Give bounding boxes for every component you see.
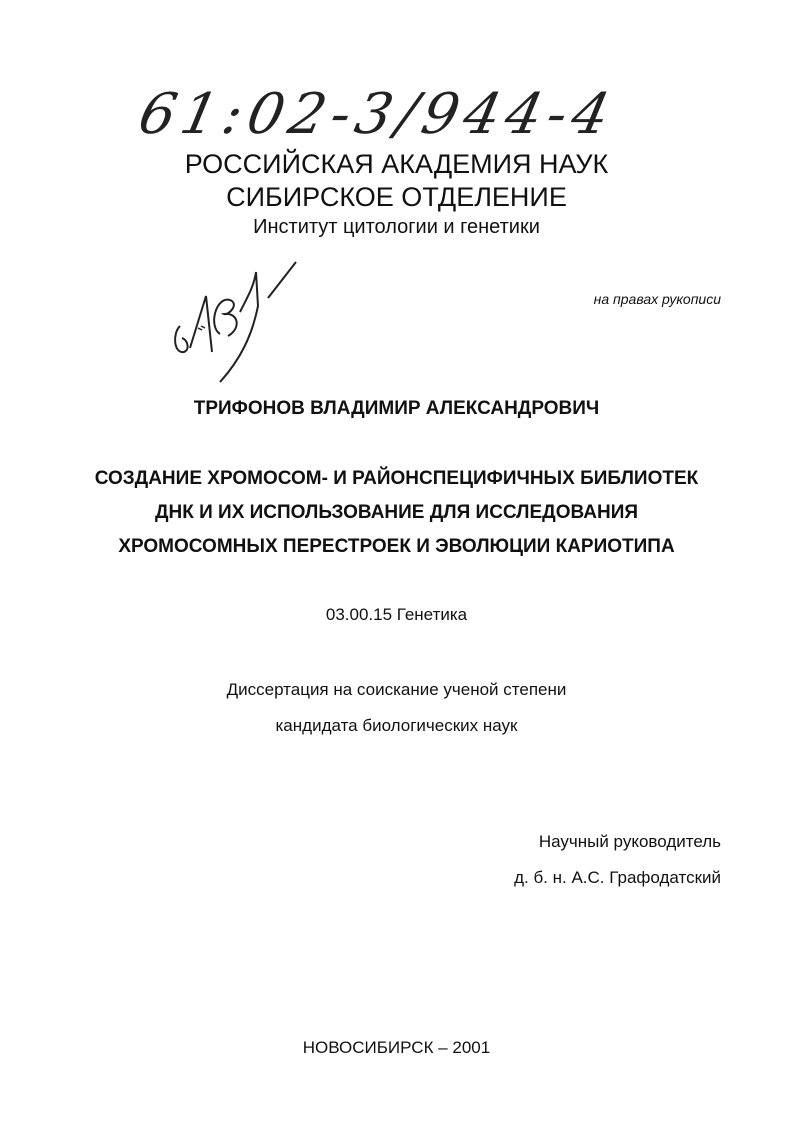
- city-year: НОВОСИБИРСК – 2001: [302, 1038, 491, 1057]
- degree-line-2: кандидата биологических наук: [275, 716, 518, 735]
- degree-line-1: Диссертация на соискание ученой степени: [226, 680, 567, 699]
- handwritten-archive-code: 61:02-3/944-4: [133, 82, 622, 147]
- supervisor-label: Научный руководитель: [538, 832, 721, 851]
- author-name: ТРИФОНОВ ВЛАДИМИР АЛЕКСАНДРОВИЧ: [193, 398, 600, 419]
- title-line: СОЗДАНИЕ ХРОМОСОМ- И РАЙОНСПЕЦИФИЧНЫХ БИБЛИОТЕК: [94, 468, 699, 489]
- academy-name: РОССИЙСКАЯ АКАДЕМИЯ НАУК: [184, 149, 609, 179]
- signature-icon: [168, 256, 308, 386]
- specialty: 03.00.15 Генетика: [325, 605, 468, 624]
- title-line: ХРОМОСОМНЫХ ПЕРЕСТРОЕК И ЭВОЛЮЦИИ КАРИОТИПА: [118, 536, 675, 557]
- supervisor-name: д. б. н. А.С. Графодатский: [514, 868, 721, 887]
- title-line: ДНК И ИХ ИСПОЛЬЗОВАНИЕ ДЛЯ ИССЛЕДОВАНИЯ: [154, 502, 639, 523]
- manuscript-note: на правах рукописи: [593, 291, 721, 307]
- branch-name: СИБИРСКОЕ ОТДЕЛЕНИЕ: [226, 182, 567, 212]
- institute-name: Институт цитологии и генетики: [253, 216, 540, 238]
